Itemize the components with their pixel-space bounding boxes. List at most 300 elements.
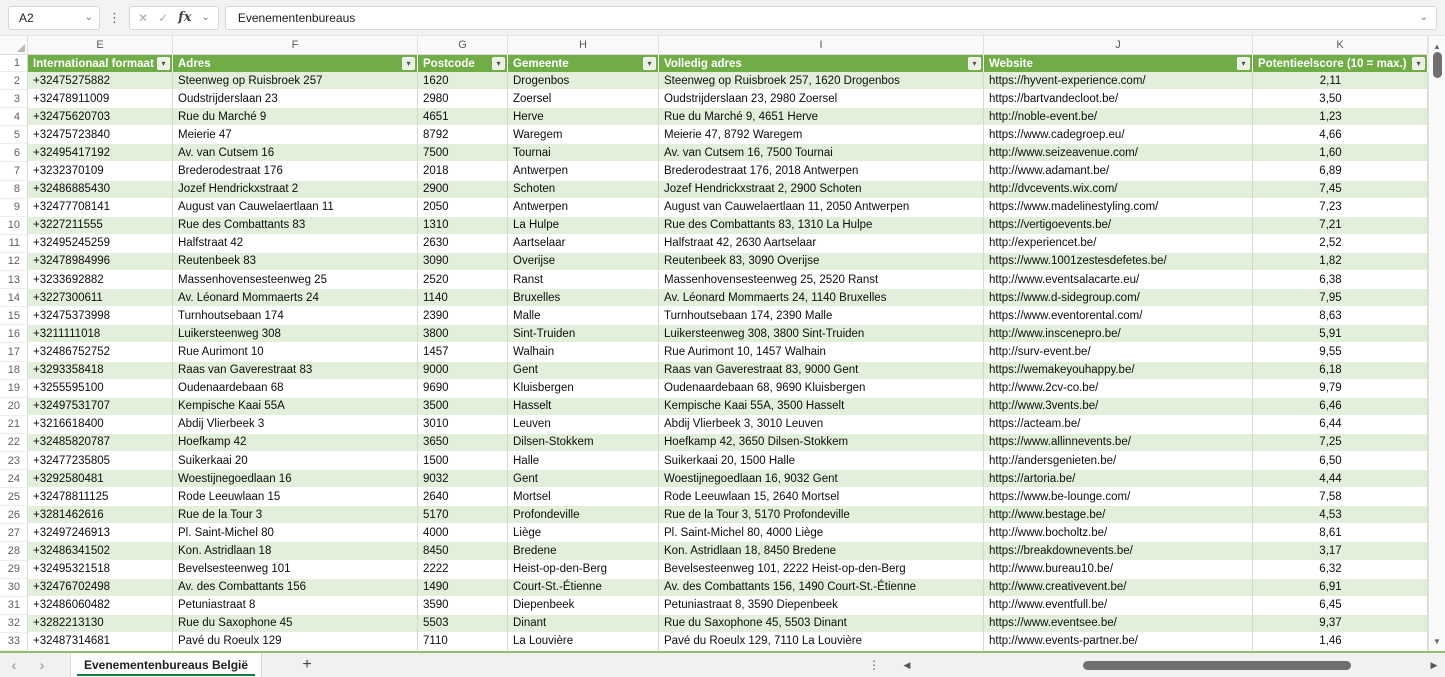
cell-j17[interactable]: http://surv-event.be/ [984,343,1253,361]
cell-i31[interactable]: Petuniastraat 8, 3590 Diepenbeek [659,597,984,615]
cell-j30[interactable]: http://www.creativevent.be/ [984,579,1253,597]
cell-k11[interactable]: 2,52 [1253,235,1428,253]
cell-g8[interactable]: 2900 [418,181,508,199]
row-number[interactable]: 9 [0,199,28,217]
cell-j14[interactable]: https://www.d-sidegroup.com/ [984,289,1253,307]
cell-j24[interactable]: https://artoria.be/ [984,470,1253,488]
cell-h23[interactable]: Halle [508,452,659,470]
filter-button[interactable] [402,57,415,70]
cell-g27[interactable]: 4000 [418,524,508,542]
scroll-right-icon[interactable]: ▶ [1430,659,1438,670]
cell-h30[interactable]: Court-St.-Étienne [508,579,659,597]
row-number[interactable]: 5 [0,126,28,144]
cell-e32[interactable]: +3282213130 [28,615,173,633]
row-number[interactable]: 19 [0,380,28,398]
cell-e21[interactable]: +3216618400 [28,416,173,434]
cell-f4[interactable]: Rue du Marché 9 [173,108,418,126]
header-cell-postcode[interactable] [418,55,508,72]
cell-g30[interactable]: 1490 [418,579,508,597]
row-number[interactable]: 6 [0,144,28,162]
cell-h18[interactable]: Gent [508,362,659,380]
cell-k6[interactable]: 1,60 [1253,144,1428,162]
cell-h3[interactable]: Zoersel [508,90,659,108]
cell-k4[interactable]: 1,23 [1253,108,1428,126]
cell-h21[interactable]: Leuven [508,416,659,434]
cell-k12[interactable]: 1,82 [1253,253,1428,271]
cell-f6[interactable]: Av. van Cutsem 16 [173,144,418,162]
cell-j27[interactable]: http://www.bocholtz.be/ [984,524,1253,542]
cell-h12[interactable]: Overijse [508,253,659,271]
scroll-up-icon[interactable]: ▲ [1433,41,1441,51]
cell-k15[interactable]: 8,63 [1253,307,1428,325]
add-sheet-button[interactable]: + [302,656,312,673]
cell-g29[interactable]: 2222 [418,561,508,579]
cell-g13[interactable]: 2520 [418,271,508,289]
cell-f14[interactable]: Av. Léonard Mommaerts 24 [173,289,418,307]
cell-i24[interactable]: Woestijnegoedlaan 16, 9032 Gent [659,470,984,488]
cell-h27[interactable]: Liège [508,524,659,542]
row-number[interactable]: 32 [0,615,28,633]
name-box-dropdown-icon[interactable]: ⌄ [84,11,93,23]
cell-g32[interactable]: 5503 [418,615,508,633]
cell-h29[interactable]: Heist-op-den-Berg [508,561,659,579]
cell-h4[interactable]: Herve [508,108,659,126]
confirm-icon[interactable]: ✓ [158,10,169,25]
cell-k8[interactable]: 7,45 [1253,181,1428,199]
cell-f21[interactable]: Abdij Vlierbeek 3 [173,416,418,434]
row-number[interactable]: 23 [0,452,28,470]
cell-i22[interactable]: Hoefkamp 42, 3650 Dilsen-Stokkem [659,434,984,452]
sheet-tab-active[interactable]: Evenementenbureaus België [70,653,262,677]
cell-g14[interactable]: 1140 [418,289,508,307]
cell-j13[interactable]: http://www.eventsalacarte.eu/ [984,271,1253,289]
cell-g31[interactable]: 3590 [418,597,508,615]
cell-e5[interactable]: +32475723840 [28,126,173,144]
cell-k20[interactable]: 6,46 [1253,398,1428,416]
cell-e27[interactable]: +32497246913 [28,524,173,542]
cell-h25[interactable]: Mortsel [508,488,659,506]
cell-j7[interactable]: http://www.adamant.be/ [984,162,1253,180]
cell-g16[interactable]: 3800 [418,325,508,343]
cell-i10[interactable]: Rue des Combattants 83, 1310 La Hulpe [659,217,984,235]
cell-k29[interactable]: 6,32 [1253,561,1428,579]
row-number[interactable]: 18 [0,362,28,380]
cell-e16[interactable]: +3211111018 [28,325,173,343]
cell-e10[interactable]: +3227211555 [28,217,173,235]
cell-f28[interactable]: Kon. Astridlaan 18 [173,542,418,560]
cell-j33[interactable]: http://www.events-partner.be/ [984,633,1253,651]
cell-k33[interactable]: 1,46 [1253,633,1428,651]
cell-i16[interactable]: Luikersteenweg 308, 3800 Sint-Truiden [659,325,984,343]
row-number[interactable]: 2 [0,72,28,90]
cell-e19[interactable]: +3255595100 [28,380,173,398]
cell-j16[interactable]: http://www.inscenepro.be/ [984,325,1253,343]
row-number[interactable]: 14 [0,289,28,307]
cell-g3[interactable]: 2980 [418,90,508,108]
cell-e14[interactable]: +3227300611 [28,289,173,307]
scroll-left-icon[interactable]: ◀ [903,659,911,670]
cell-j4[interactable]: http://noble-event.be/ [984,108,1253,126]
row-number[interactable]: 27 [0,524,28,542]
cell-g6[interactable]: 7500 [418,144,508,162]
cancel-icon[interactable]: ✕ [138,10,149,25]
cell-h13[interactable]: Ranst [508,271,659,289]
prev-sheet-icon[interactable]: ‹ [11,657,17,673]
header-cell-internationaal-formaat[interactable] [28,55,173,72]
cell-i21[interactable]: Abdij Vlierbeek 3, 3010 Leuven [659,416,984,434]
cell-e4[interactable]: +32475620703 [28,108,173,126]
cell-h17[interactable]: Walhain [508,343,659,361]
cell-f3[interactable]: Oudstrijderslaan 23 [173,90,418,108]
row-number[interactable]: 29 [0,561,28,579]
cell-f17[interactable]: Rue Aurimont 10 [173,343,418,361]
column-header-j[interactable]: J [984,36,1253,55]
cell-g15[interactable]: 2390 [418,307,508,325]
formula-bar[interactable] [225,6,1437,30]
cell-e12[interactable]: +32478984996 [28,253,173,271]
cell-i18[interactable]: Raas van Gaverestraat 83, 9000 Gent [659,362,984,380]
cell-k24[interactable]: 4,44 [1253,470,1428,488]
cell-e7[interactable]: +3232370109 [28,162,173,180]
cell-f2[interactable]: Steenweg op Ruisbroek 257 [173,72,418,90]
cell-f9[interactable]: August van Cauwelaertlaan 11 [173,199,418,217]
cell-k19[interactable]: 9,79 [1253,380,1428,398]
cell-i6[interactable]: Av. van Cutsem 16, 7500 Tournai [659,144,984,162]
vertical-scrollbar[interactable] [1428,36,1445,651]
tabbar-menu-dots-icon[interactable]: ⋮ [868,658,880,672]
row-number[interactable]: 12 [0,253,28,271]
cell-h8[interactable]: Schoten [508,181,659,199]
row-number[interactable]: 30 [0,579,28,597]
cell-g11[interactable]: 2630 [418,235,508,253]
cell-j12[interactable]: https://www.1001zestesdefetes.be/ [984,253,1253,271]
cell-j8[interactable]: http://dvcevents.wix.com/ [984,181,1253,199]
cell-k3[interactable]: 3,50 [1253,90,1428,108]
cell-h26[interactable]: Profondeville [508,506,659,524]
cell-i27[interactable]: Pl. Saint-Michel 80, 4000 Liège [659,524,984,542]
cell-h16[interactable]: Sint-Truiden [508,325,659,343]
cell-j28[interactable]: https://breakdownevents.be/ [984,542,1253,560]
column-header-k[interactable]: K [1253,36,1428,55]
cell-i26[interactable]: Rue de la Tour 3, 5170 Profondeville [659,506,984,524]
cell-i33[interactable]: Pavé du Roeulx 129, 7110 La Louvière [659,633,984,651]
column-header-g[interactable]: G [418,36,508,55]
cell-k14[interactable]: 7,95 [1253,289,1428,307]
cell-h14[interactable]: Bruxelles [508,289,659,307]
cell-j23[interactable]: http://andersgenieten.be/ [984,452,1253,470]
cell-f10[interactable]: Rue des Combattants 83 [173,217,418,235]
cell-k25[interactable]: 7,58 [1253,488,1428,506]
row-number[interactable]: 11 [0,235,28,253]
cell-e2[interactable]: +32475275882 [28,72,173,90]
cell-g19[interactable]: 9690 [418,380,508,398]
cell-g10[interactable]: 1310 [418,217,508,235]
cell-h6[interactable]: Tournai [508,144,659,162]
cell-j25[interactable]: https://www.be-lounge.com/ [984,488,1253,506]
cell-g26[interactable]: 5170 [418,506,508,524]
row-number[interactable]: 21 [0,416,28,434]
filter-button[interactable] [968,57,981,70]
cell-i3[interactable]: Oudstrijderslaan 23, 2980 Zoersel [659,90,984,108]
cell-f29[interactable]: Bevelsesteenweg 101 [173,561,418,579]
cell-k23[interactable]: 6,50 [1253,452,1428,470]
cell-k18[interactable]: 6,18 [1253,362,1428,380]
cell-e31[interactable]: +32486060482 [28,597,173,615]
cell-i8[interactable]: Jozef Hendrickxstraat 2, 2900 Schoten [659,181,984,199]
cell-i23[interactable]: Suikerkaai 20, 1500 Halle [659,452,984,470]
cell-g24[interactable]: 9032 [418,470,508,488]
cell-i9[interactable]: August van Cauwelaertlaan 11, 2050 Antwerpen [659,199,984,217]
filter-button[interactable] [1237,57,1250,70]
horizontal-scrollbar-thumb[interactable] [1083,661,1351,670]
cell-k9[interactable]: 7,23 [1253,199,1428,217]
cell-f8[interactable]: Jozef Hendrickxstraat 2 [173,181,418,199]
cell-j26[interactable]: http://www.bestage.be/ [984,506,1253,524]
header-cell-gemeente[interactable] [508,55,659,72]
cell-j32[interactable]: https://www.eventsee.be/ [984,615,1253,633]
cell-k16[interactable]: 5,91 [1253,325,1428,343]
cell-k10[interactable]: 7,21 [1253,217,1428,235]
cell-j31[interactable]: http://www.eventfull.be/ [984,597,1253,615]
row-number[interactable]: 1 [0,55,28,72]
cell-k32[interactable]: 9,37 [1253,615,1428,633]
cell-h15[interactable]: Malle [508,307,659,325]
cell-f27[interactable]: Pl. Saint-Michel 80 [173,524,418,542]
cell-e24[interactable]: +3292580481 [28,470,173,488]
row-number[interactable]: 4 [0,108,28,126]
cell-f23[interactable]: Suikerkaai 20 [173,452,418,470]
row-number[interactable]: 33 [0,633,28,651]
cell-f22[interactable]: Hoefkamp 42 [173,434,418,452]
cell-k13[interactable]: 6,38 [1253,271,1428,289]
cell-g28[interactable]: 8450 [418,542,508,560]
cell-g2[interactable]: 1620 [418,72,508,90]
header-cell-potentieelscore[interactable] [1253,55,1428,72]
cell-h20[interactable]: Hasselt [508,398,659,416]
cell-e18[interactable]: +3293358418 [28,362,173,380]
cell-j6[interactable]: http://www.seizeavenue.com/ [984,144,1253,162]
cell-h5[interactable]: Waregem [508,126,659,144]
cell-f11[interactable]: Halfstraat 42 [173,235,418,253]
cell-k17[interactable]: 9,55 [1253,343,1428,361]
cell-k22[interactable]: 7,25 [1253,434,1428,452]
cell-h28[interactable]: Bredene [508,542,659,560]
cell-j15[interactable]: https://www.eventorental.com/ [984,307,1253,325]
cell-j5[interactable]: https://www.cadegroep.eu/ [984,126,1253,144]
cell-h31[interactable]: Diepenbeek [508,597,659,615]
cell-g17[interactable]: 1457 [418,343,508,361]
scroll-down-icon[interactable]: ▼ [1433,636,1441,646]
cell-g21[interactable]: 3010 [418,416,508,434]
cell-k21[interactable]: 6,44 [1253,416,1428,434]
cell-h10[interactable]: La Hulpe [508,217,659,235]
cell-g5[interactable]: 8792 [418,126,508,144]
cell-e6[interactable]: +32495417192 [28,144,173,162]
row-number[interactable]: 7 [0,162,28,180]
cell-i25[interactable]: Rode Leeuwlaan 15, 2640 Mortsel [659,488,984,506]
row-number[interactable]: 22 [0,434,28,452]
row-number[interactable]: 24 [0,470,28,488]
cell-e33[interactable]: +32487314681 [28,633,173,651]
cell-j22[interactable]: https://www.allinnevents.be/ [984,434,1253,452]
column-header-i[interactable]: I [659,36,984,55]
row-number[interactable]: 13 [0,271,28,289]
cell-f31[interactable]: Petuniastraat 8 [173,597,418,615]
row-number[interactable]: 28 [0,542,28,560]
cell-k30[interactable]: 6,91 [1253,579,1428,597]
cell-e30[interactable]: +32476702498 [28,579,173,597]
cell-k27[interactable]: 8,61 [1253,524,1428,542]
cell-k31[interactable]: 6,45 [1253,597,1428,615]
function-dropdown-icon[interactable]: ⌄ [201,11,210,23]
cell-f30[interactable]: Av. des Combattants 156 [173,579,418,597]
cell-k5[interactable]: 4,66 [1253,126,1428,144]
cell-e9[interactable]: +32477708141 [28,199,173,217]
formula-bar-expand-icon[interactable]: ⌄ [1419,11,1428,23]
horizontal-scrollbar[interactable] [918,653,1423,677]
cell-j9[interactable]: https://www.madelinestyling.com/ [984,199,1253,217]
toolbar-menu-dots-icon[interactable]: ⋮ [108,9,121,25]
cell-g12[interactable]: 3090 [418,253,508,271]
cell-f19[interactable]: Oudenaardebaan 68 [173,380,418,398]
cell-f16[interactable]: Luikersteenweg 308 [173,325,418,343]
cell-i7[interactable]: Brederodestraat 176, 2018 Antwerpen [659,162,984,180]
cell-i11[interactable]: Halfstraat 42, 2630 Aartselaar [659,235,984,253]
cell-e26[interactable]: +3281462616 [28,506,173,524]
column-header-f[interactable]: F [173,36,418,55]
cell-f13[interactable]: Massenhovensesteenweg 25 [173,271,418,289]
cell-e13[interactable]: +3233692882 [28,271,173,289]
cell-i15[interactable]: Turnhoutsebaan 174, 2390 Malle [659,307,984,325]
cell-k7[interactable]: 6,89 [1253,162,1428,180]
row-number[interactable]: 10 [0,217,28,235]
select-all-corner[interactable] [0,36,28,55]
cell-g20[interactable]: 3500 [418,398,508,416]
cell-i5[interactable]: Meierie 47, 8792 Waregem [659,126,984,144]
header-cell-website[interactable] [984,55,1253,72]
column-header-e[interactable]: E [28,36,173,55]
row-number[interactable]: 26 [0,506,28,524]
cell-f5[interactable]: Meierie 47 [173,126,418,144]
cell-f26[interactable]: Rue de la Tour 3 [173,506,418,524]
column-header-h[interactable]: H [508,36,659,55]
cell-f15[interactable]: Turnhoutsebaan 174 [173,307,418,325]
cell-j29[interactable]: http://www.bureau10.be/ [984,561,1253,579]
row-number[interactable]: 16 [0,325,28,343]
cell-i17[interactable]: Rue Aurimont 10, 1457 Walhain [659,343,984,361]
cell-i12[interactable]: Reutenbeek 83, 3090 Overijse [659,253,984,271]
cell-e28[interactable]: +32486341502 [28,542,173,560]
cell-e20[interactable]: +32497531707 [28,398,173,416]
cell-h9[interactable]: Antwerpen [508,199,659,217]
cell-g33[interactable]: 7110 [418,633,508,651]
cell-k26[interactable]: 4,53 [1253,506,1428,524]
cell-e15[interactable]: +32475373998 [28,307,173,325]
cell-f18[interactable]: Raas van Gaverestraat 83 [173,362,418,380]
filter-button[interactable] [643,57,656,70]
cell-i13[interactable]: Massenhovensesteenweg 25, 2520 Ranst [659,271,984,289]
cell-g18[interactable]: 9000 [418,362,508,380]
cell-f7[interactable]: Brederodestraat 176 [173,162,418,180]
cell-k28[interactable]: 3,17 [1253,542,1428,560]
cell-g7[interactable]: 2018 [418,162,508,180]
cell-e3[interactable]: +32478911009 [28,90,173,108]
cell-j20[interactable]: http://www.3vents.be/ [984,398,1253,416]
cell-f20[interactable]: Kempische Kaai 55A [173,398,418,416]
cell-f32[interactable]: Rue du Saxophone 45 [173,615,418,633]
row-number[interactable]: 3 [0,90,28,108]
cell-i29[interactable]: Bevelsesteenweg 101, 2222 Heist-op-den-Berg [659,561,984,579]
insert-function-icon[interactable]: fx [178,10,192,25]
cell-f12[interactable]: Reutenbeek 83 [173,253,418,271]
cell-g9[interactable]: 2050 [418,199,508,217]
row-number[interactable]: 31 [0,597,28,615]
cell-g22[interactable]: 3650 [418,434,508,452]
cell-h32[interactable]: Dinant [508,615,659,633]
cell-i32[interactable]: Rue du Saxophone 45, 5503 Dinant [659,615,984,633]
cell-e29[interactable]: +32495321518 [28,561,173,579]
cell-i4[interactable]: Rue du Marché 9, 4651 Herve [659,108,984,126]
cell-e17[interactable]: +32486752752 [28,343,173,361]
cell-h7[interactable]: Antwerpen [508,162,659,180]
cell-j3[interactable]: https://bartvandecloot.be/ [984,90,1253,108]
cell-i19[interactable]: Oudenaardebaan 68, 9690 Kluisbergen [659,380,984,398]
cell-g23[interactable]: 1500 [418,452,508,470]
cell-h22[interactable]: Dilsen-Stokkem [508,434,659,452]
cell-i30[interactable]: Av. des Combattants 156, 1490 Court-St.-Étienne [659,579,984,597]
cell-e11[interactable]: +32495245259 [28,235,173,253]
cell-j10[interactable]: https://vertigoevents.be/ [984,217,1253,235]
cell-j11[interactable]: http://experiencet.be/ [984,235,1253,253]
cell-i20[interactable]: Kempische Kaai 55A, 3500 Hasselt [659,398,984,416]
cell-j21[interactable]: https://acteam.be/ [984,416,1253,434]
cell-j19[interactable]: http://www.2cv-co.be/ [984,380,1253,398]
cell-e25[interactable]: +32478811125 [28,488,173,506]
cell-h11[interactable]: Aartselaar [508,235,659,253]
row-number[interactable]: 15 [0,307,28,325]
cell-e23[interactable]: +32477235805 [28,452,173,470]
cell-h2[interactable]: Drogenbos [508,72,659,90]
cell-h24[interactable]: Gent [508,470,659,488]
cell-f33[interactable]: Pavé du Roeulx 129 [173,633,418,651]
cell-e8[interactable]: +32486885430 [28,181,173,199]
filter-button[interactable] [157,57,170,70]
cell-e22[interactable]: +32485820787 [28,434,173,452]
cell-i2[interactable]: Steenweg op Ruisbroek 257, 1620 Drogenbos [659,72,984,90]
row-number[interactable]: 8 [0,181,28,199]
row-number[interactable]: 20 [0,398,28,416]
row-number[interactable]: 25 [0,488,28,506]
cell-f24[interactable]: Woestijnegoedlaan 16 [173,470,418,488]
cell-h19[interactable]: Kluisbergen [508,380,659,398]
name-box[interactable] [8,6,100,30]
cell-g4[interactable]: 4651 [418,108,508,126]
cell-f25[interactable]: Rode Leeuwlaan 15 [173,488,418,506]
filter-button[interactable] [492,57,505,70]
cell-h33[interactable]: La Louvière [508,633,659,651]
vertical-scrollbar-thumb[interactable] [1433,52,1442,78]
cell-j2[interactable]: https://hyvent-experience.com/ [984,72,1253,90]
header-cell-volledig-adres[interactable] [659,55,984,72]
cell-i28[interactable]: Kon. Astridlaan 18, 8450 Bredene [659,542,984,560]
next-sheet-icon[interactable]: › [39,657,45,673]
header-cell-adres[interactable] [173,55,418,72]
cell-k2[interactable]: 2,11 [1253,72,1428,90]
cell-g25[interactable]: 2640 [418,488,508,506]
filter-button[interactable] [1412,57,1425,70]
cell-j18[interactable]: https://wemakeyouhappy.be/ [984,362,1253,380]
cell-i14[interactable]: Av. Léonard Mommaerts 24, 1140 Bruxelles [659,289,984,307]
